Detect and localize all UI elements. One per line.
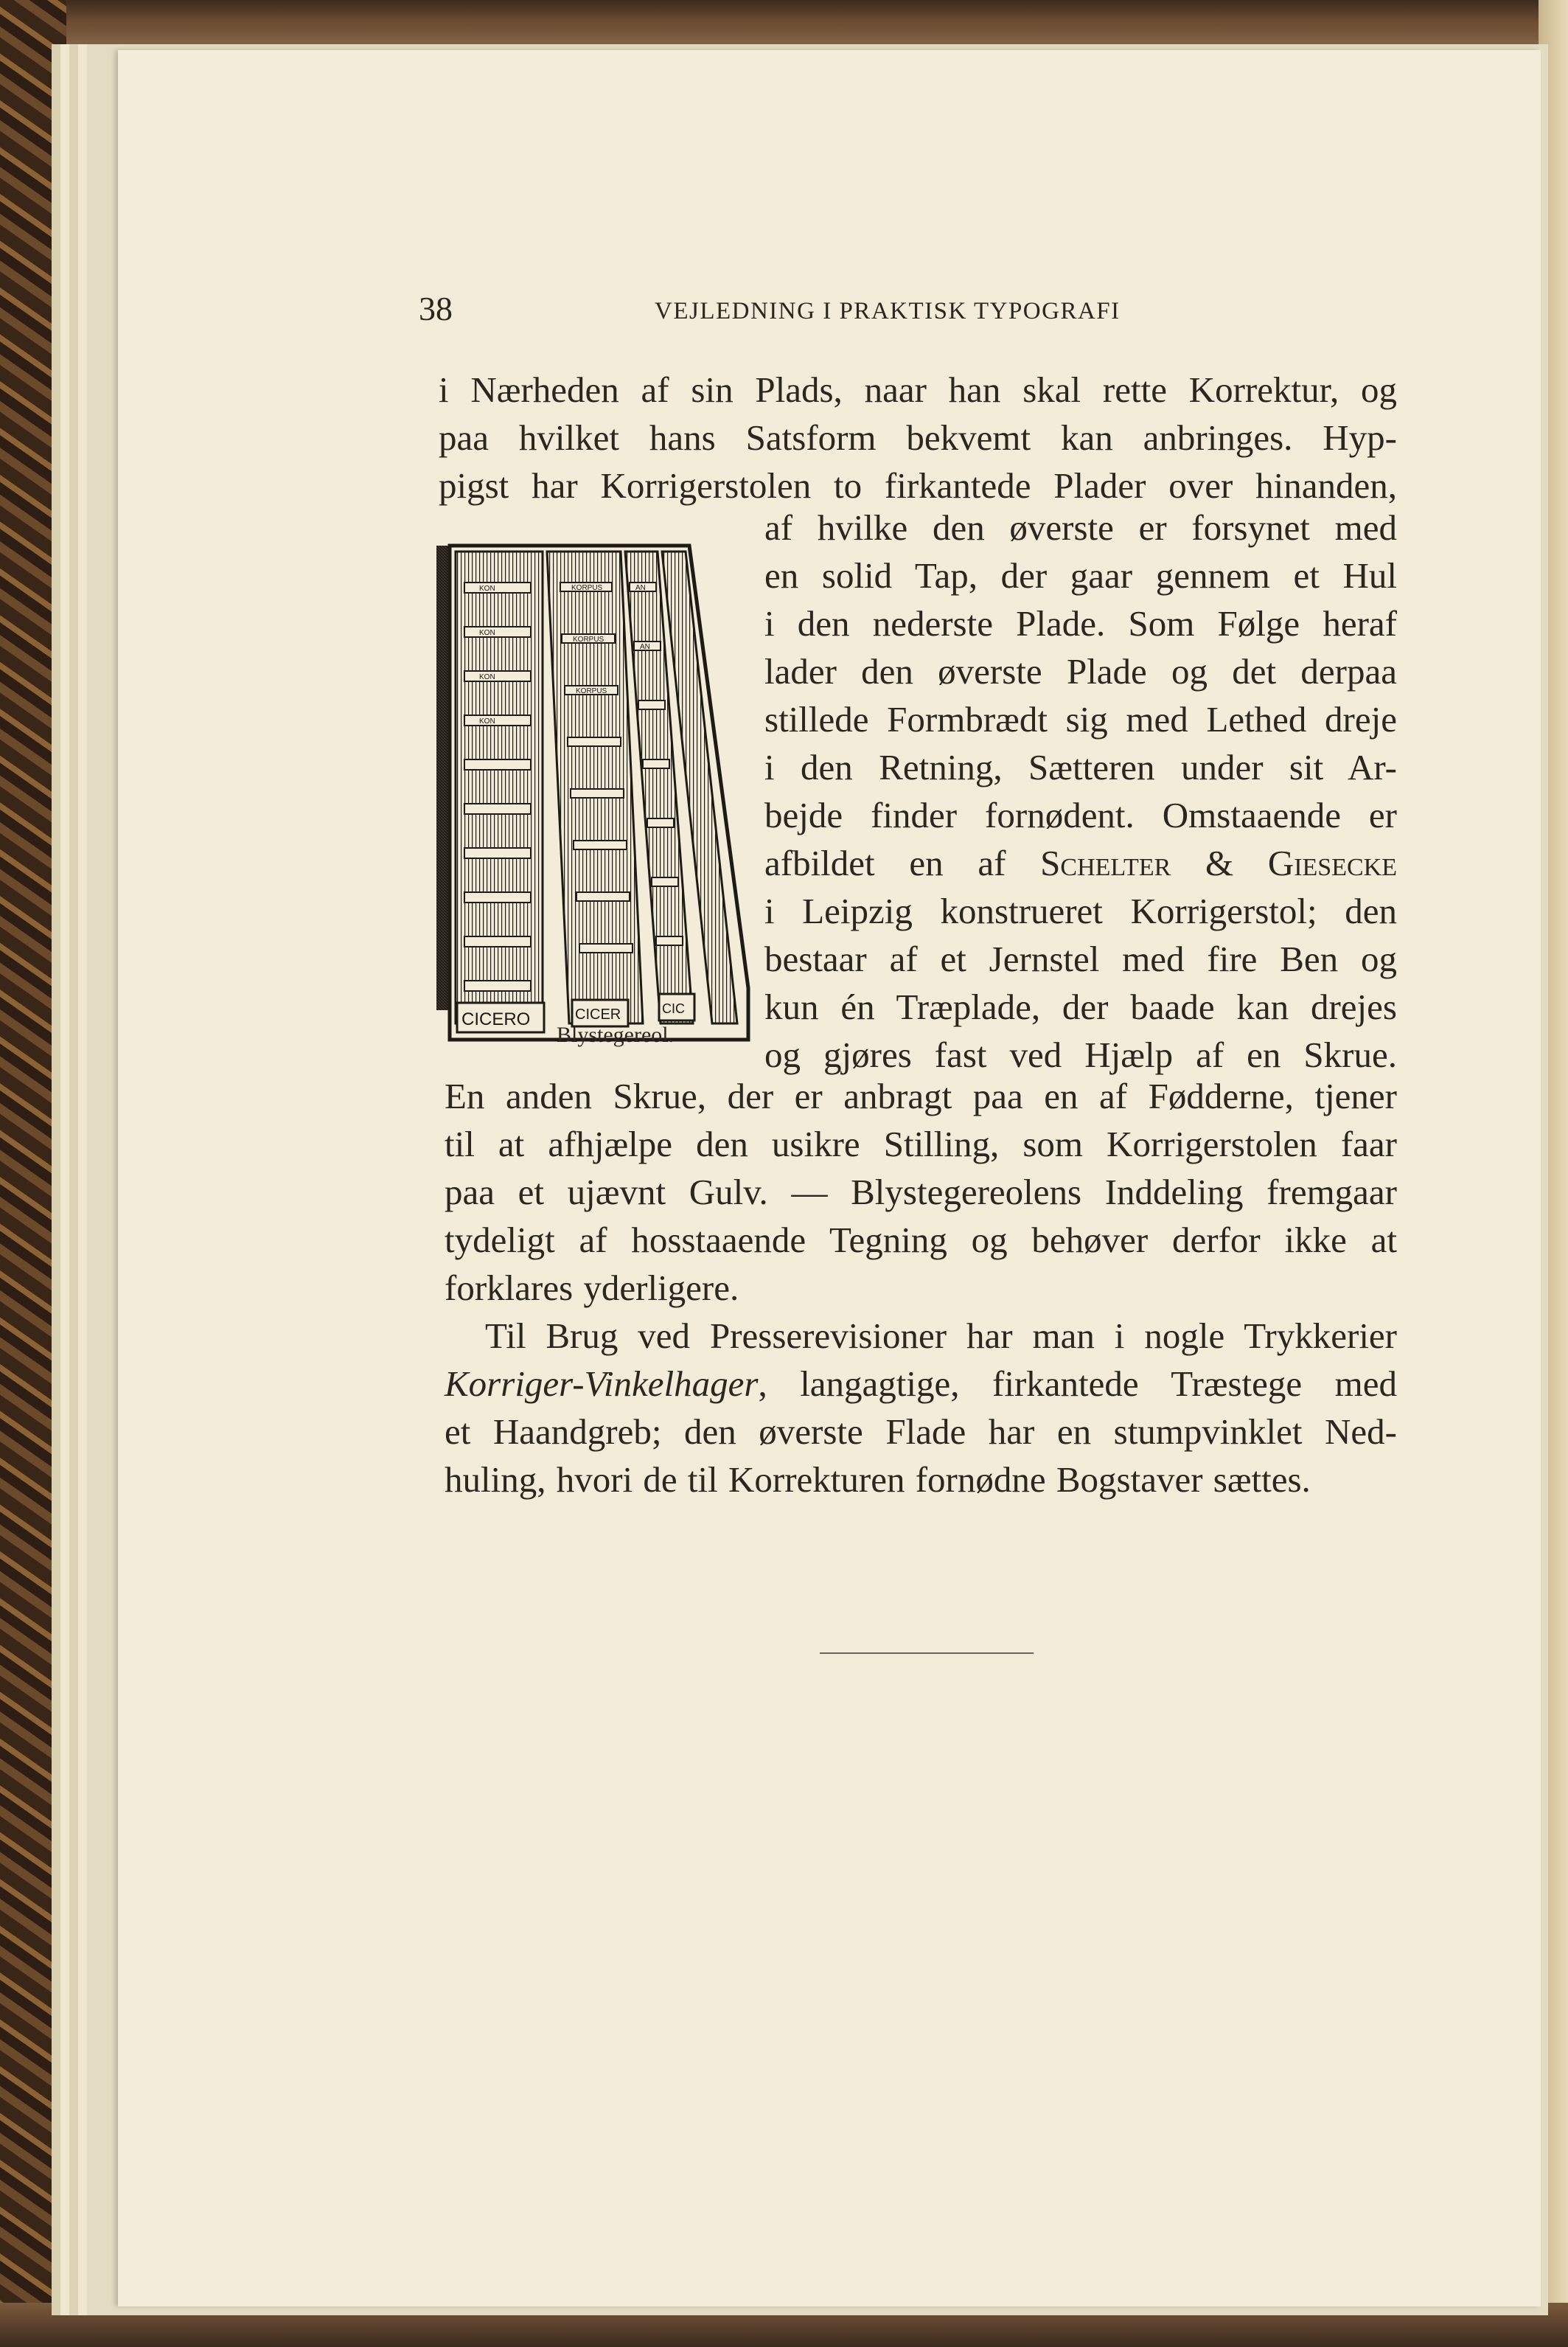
text-line: lader den øverste Plade og det derpaa	[764, 651, 1397, 692]
rack-label-cicero: CIC	[662, 1001, 685, 1016]
text-line: tydeligt af hosstaaende Tegning og behøver derfor ikke at	[445, 1220, 1397, 1260]
rack-label-cicero: CICER	[575, 1006, 621, 1023]
end-rule	[820, 1652, 1034, 1654]
paragraph-top	[439, 366, 1397, 510]
paragraph-below-figure	[445, 1072, 1397, 1312]
paragraph-beside-figure	[764, 504, 1397, 1079]
term-italic: Korriger-Vinkelhager	[445, 1363, 759, 1404]
text-line	[445, 1360, 1397, 1408]
rack-label-an: AN	[635, 584, 646, 592]
rack-label-an: AN	[640, 643, 650, 651]
paragraph-presserevision	[445, 1312, 1397, 1503]
text-run: , langagtige, firkantede Træstege med	[758, 1363, 1397, 1404]
rack-label-corpus: KORPUS	[571, 584, 603, 592]
text-line: bejde finder fornødent. Omstaaende er	[764, 795, 1397, 835]
text-line: et Haandgreb; den øverste Flade har en stumpvinklet Ned-	[445, 1411, 1397, 1452]
rack-label-kon: KON	[479, 717, 495, 726]
text-line: paa hvilket hans Satsform bekvemt kan anbringes. Hyp-	[439, 417, 1397, 458]
rack-label-cicero: CICERO	[461, 1009, 531, 1029]
text-line: i Nærheden af sin Plads, naar han skal rette Korrektur, og	[439, 369, 1397, 410]
text-line: huling, hvori de til Korrekturen fornødne Bogstaver sættes.	[445, 1459, 1311, 1500]
text-line	[764, 839, 1397, 887]
text-line: i Leipzig konstrueret Korrigerstol; den	[764, 891, 1397, 931]
rack-label-kon: KON	[479, 629, 495, 637]
figure-caption: Blystegereol.	[557, 1023, 675, 1047]
text-line: pigst har Korrigerstolen to firkantede Plader over hinanden,	[439, 465, 1397, 506]
running-title: VEJLEDNING I PRAKTISK TYPOGRAFI	[655, 298, 1121, 324]
text-line: stillede Formbrædt sig med Lethed dreje	[764, 699, 1397, 740]
rack-label-corpus: KORPUS	[576, 687, 607, 695]
author-name-small-caps: Schelter & Giesecke	[1040, 843, 1397, 883]
text-line: bestaar af et Jernstel med fire Ben og	[764, 939, 1397, 979]
text-line: Til Brug ved Presserevisioner har man i nogle Trykkerier	[485, 1315, 1397, 1356]
rack-label-kon: KON	[479, 673, 495, 681]
text-line: forklares yderligere.	[445, 1268, 739, 1308]
text-line: i den nederste Plade. Som Følge heraf	[764, 603, 1397, 644]
text-line: i den Retning, Sætteren under sit Ar-	[764, 747, 1397, 787]
text-line: En anden Skrue, der er anbragt paa en af Fødderne, tjener	[445, 1076, 1397, 1116]
text-run: afbildet en af	[764, 843, 1006, 883]
text-line: paa et ujævnt Gulv. — Blystegereolens Inddeling fremgaar	[445, 1172, 1397, 1212]
text-line: til at afhjælpe den usikre Stilling, som Korrigerstolen faar	[445, 1124, 1397, 1164]
text-line: en solid Tap, der gaar gennem et Hul	[764, 555, 1397, 596]
text-line: og gjøres fast ved Hjælp af en Skrue.	[764, 1035, 1397, 1075]
rack-column-1	[456, 552, 543, 1023]
type-case-rack-illustration	[435, 531, 752, 1047]
rack-label-corpus: KORPUS	[573, 636, 604, 644]
page-number: 38	[419, 290, 453, 327]
text-line: kun én Træplade, der baade kan drejes	[764, 987, 1397, 1027]
running-head	[419, 289, 1392, 333]
rack-label-kon: KON	[479, 585, 495, 593]
text-line: af hvilke den øverste er forsynet med	[764, 507, 1397, 548]
